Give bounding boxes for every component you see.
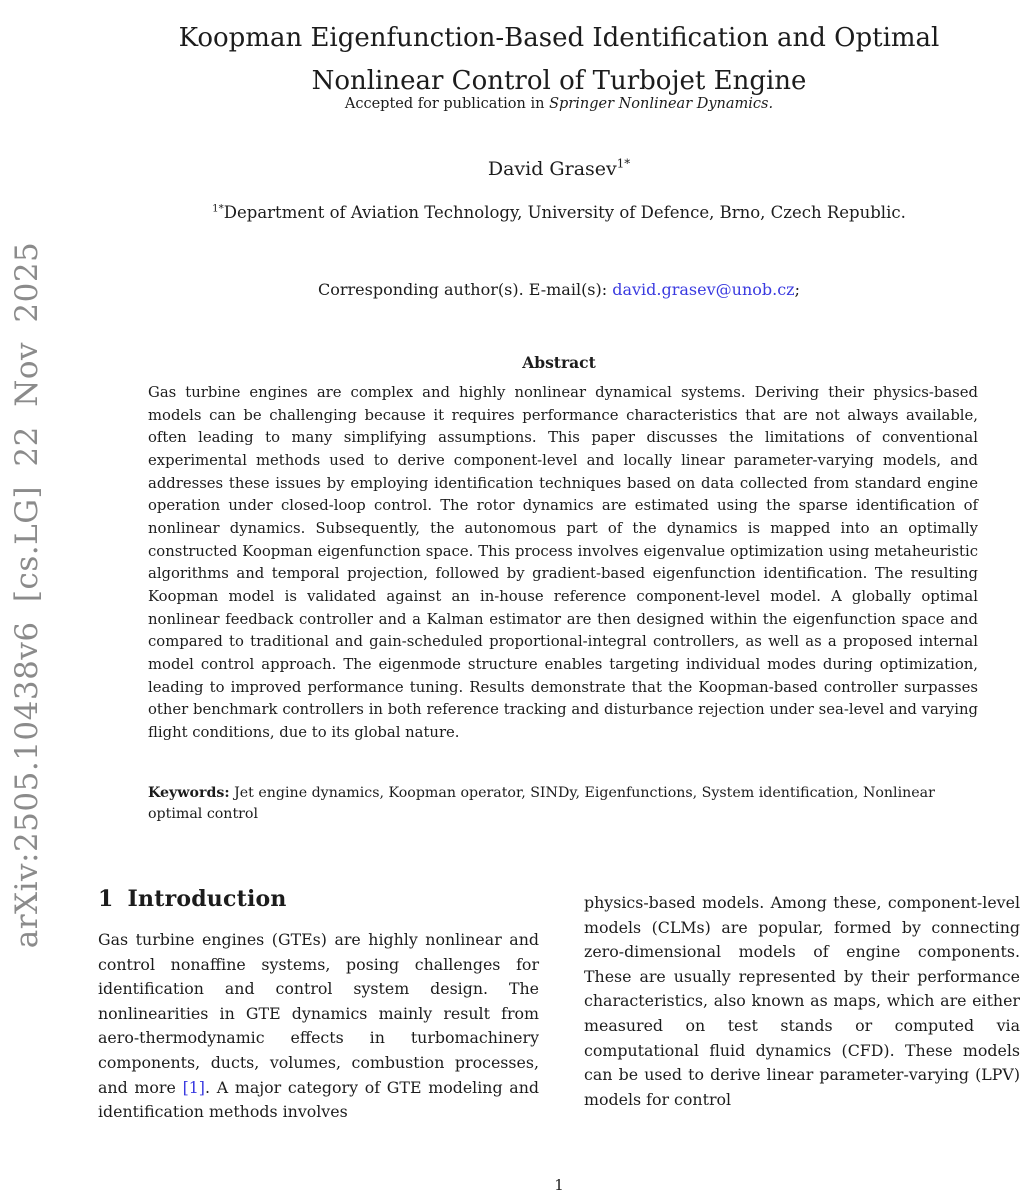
author-superscript: 1* [616, 156, 631, 171]
corresponding-suffix: ; [794, 280, 800, 299]
intro-left-column [98, 886, 539, 1125]
keywords-text: Jet engine dynamics, Koopman operator, SINDy, Eigenfunctions, System identification, Nonlinear optimal control [148, 785, 935, 822]
intro-right-paragraph: physics-based models. Among these, component-level models (CLMs) are popular, formed by connecting zero-dimensional models of engine components. These are usually represented by their performance characteristics, also known as maps, which are either measured on test stands or computed via computational fluid dynamics (CFD). These models can be used to derive linear parameter-varying (LPV) models for control [584, 893, 1020, 1109]
corresponding-email-link[interactable]: david.grasev@unob.cz [612, 280, 795, 299]
accepted-venue: Springer Nonlinear Dynamics. [549, 96, 774, 112]
abstract-text: Gas turbine engines are complex and highly nonlinear dynamical systems. Deriving their physics-based models can be challenging because it requires performance characteristics that are not always available, often leading to many simplifying assumptions. This paper discusses the limitations of conventional experimental methods used to derive component-level and locally linear parameter-varying models, and addresses these issues by employing identification techniques based on data collected from standard engine operation under closed-loop control. The rotor dynamics are estimated using the sparse identification of nonlinear dynamics. Subsequently, the autonomous part of the dynamics is mapped into an optimally constructed Koopman eigenfunction space. This process involves eigenvalue optimization using metaheuristic algorithms and temporal projection, followed by gradient-based eigenfunction identification. The resulting Koopman model is validated against an in-house reference component-level model. A globally optimal nonlinear feedback controller and a Kalman estimator are then designed within the eigenfunction space and compared to traditional and gain-scheduled proportional-integral controllers, as well as a proposed internal model control approach. The eigenmode structure enables targeting individual modes during optimization, leading to improved performance tuning. Results demonstrate that the Koopman-based controller surpasses other benchmark controllers in both reference tracking and disturbance rejection under sea-level and varying flight conditions, due to its global nature. [148, 384, 978, 741]
keywords-line [148, 783, 978, 825]
paper-title [98, 17, 1020, 103]
keywords-label: Keywords: [148, 785, 230, 801]
accepted-note-prefix: Accepted for publication in [344, 96, 550, 112]
citation-1-link[interactable]: [1] [182, 1077, 205, 1097]
intro-left-text-2: . A major category of GTE modeling and identification methods involves [98, 1077, 539, 1122]
author-line [98, 158, 1020, 180]
affiliation-text: Department of Aviation Technology, University of Defence, Brno, Czech Republic. [223, 203, 906, 222]
corresponding-prefix: Corresponding author(s). E-mail(s): [317, 280, 613, 299]
paper-title-line1: Koopman Eigenfunction-Based Identification and Optimal [178, 23, 940, 54]
section-heading-introduction [98, 886, 539, 912]
affiliation-superscript: 1* [212, 203, 224, 215]
page-number: 1 [554, 1176, 564, 1194]
arxiv-watermark: arXiv:2505.10438v6 [cs.LG] 22 Nov 2025 [9, 241, 45, 949]
section-number: 1 [98, 886, 114, 912]
section-title: Introduction [127, 886, 287, 912]
paper-page [98, 0, 1020, 1200]
accepted-note [98, 96, 1020, 112]
intro-left-paragraph [98, 928, 539, 1125]
abstract-heading: Abstract [522, 353, 596, 372]
intro-right-column [584, 891, 1020, 1112]
paper-title-line2: Nonlinear Control of Turbojet Engine [311, 66, 807, 97]
intro-left-text-1: Gas turbine engines (GTEs) are highly nonlinear and control nonaffine systems, posing challenges for identification and control system design. The nonlinearities in GTE dynamics mainly result from aero-thermodynamic effects in turbomachinery components, ducts, volumes, combustion processes, and more [98, 930, 539, 1097]
author-name: David Grasev [487, 158, 617, 180]
corresponding-line [98, 280, 1020, 299]
affiliation-line [98, 203, 1020, 222]
